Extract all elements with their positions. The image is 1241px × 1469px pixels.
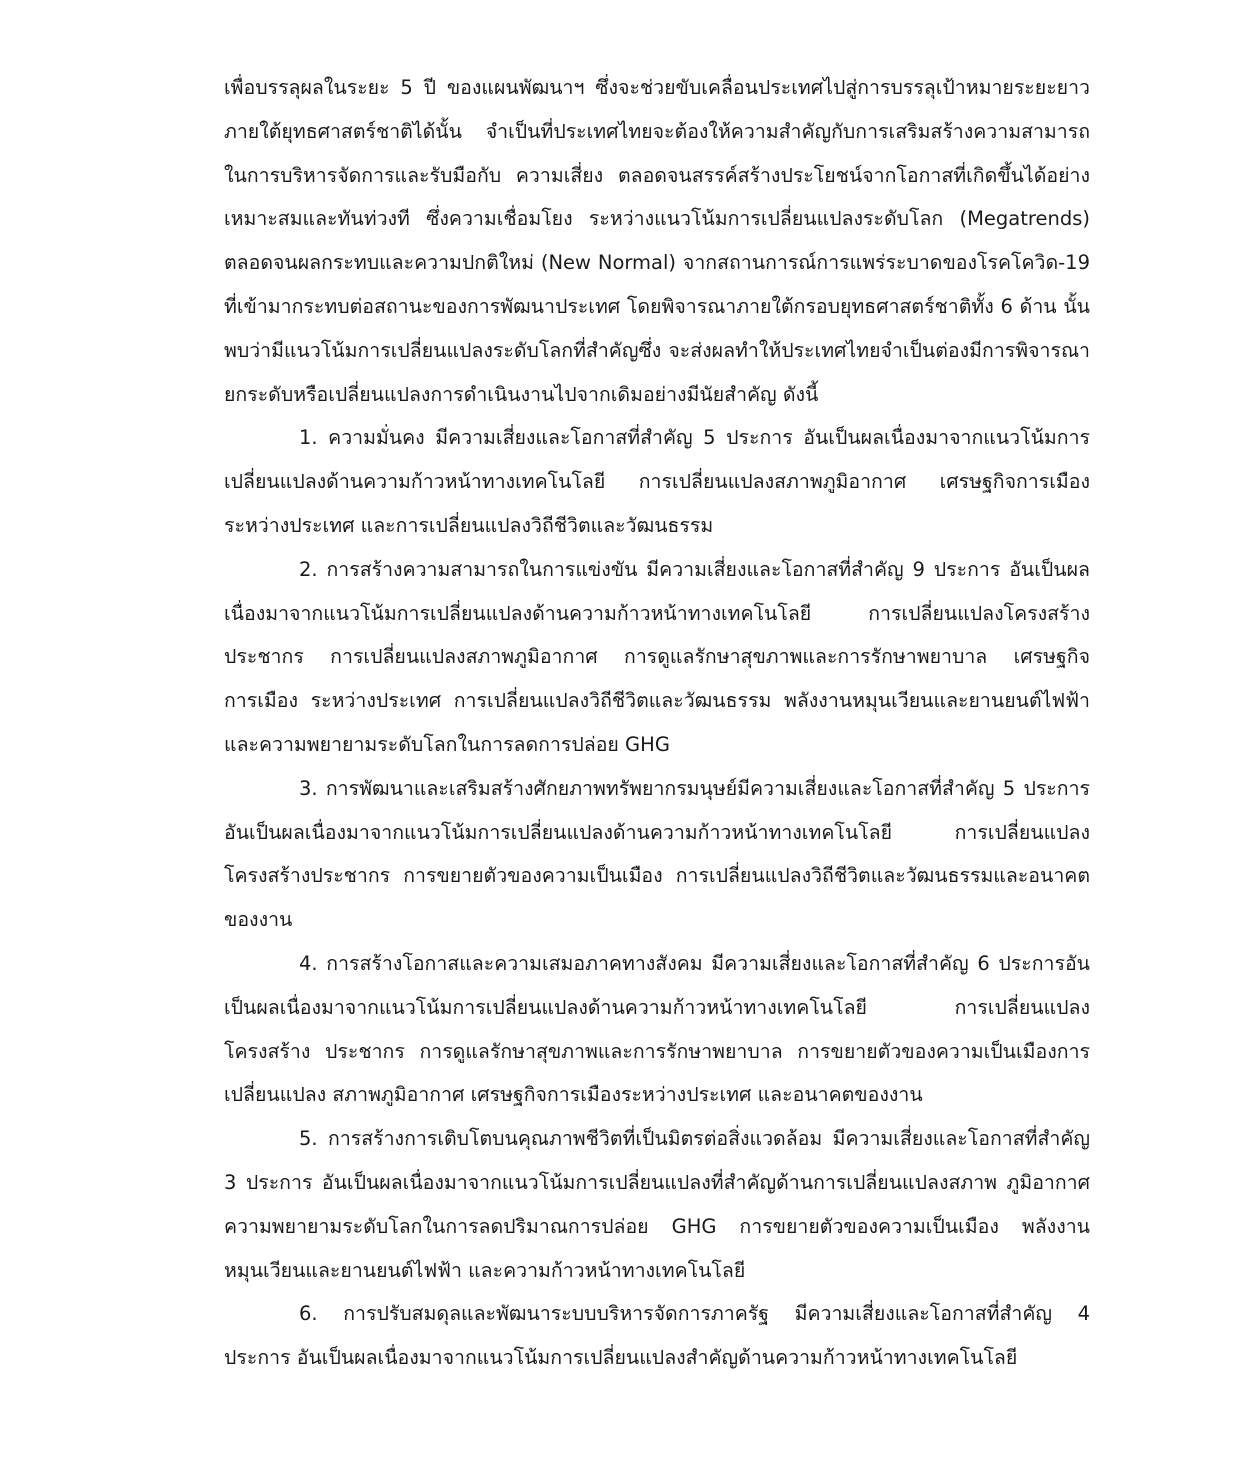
document-body bbox=[224, 66, 1090, 1380]
item-paragraph-1: 1. ความมั่นคง มีความเสี่ยงและโอกาสที่สำคัญ 5 ประการ อันเป็นผลเนื่องมาจากแนวโน้มการ เปลี่ยนแปลงด้านความก้าวหน้าทางเทคโนโลยี การเปลี่ยนแปลงสภาพภูมิอากาศ เศรษฐกิจการเมืองระหว่างประเทศ และการเปลี่ยนแปลงวิถีชีวิตและวัฒนธรรม bbox=[224, 426, 1090, 537]
item-paragraph-4: 4. การสร้างโอกาสและความเสมอภาคทางสังคม มีความเสี่ยงและโอกาสที่สำคัญ 6 ประการอันเป็นผลเนื่องมาจากแนวโน้มการเปลี่ยนแปลงด้านความก้าวหน้าทางเทคโนโลยี การเปลี่ยนแปลงโครงสร้าง ประชากร การดูแลรักษาสุขภาพและการรักษาพยาบาล การขยายตัวของความเป็นเมืองการเปลี่ยนแปลง สภาพภูมิอากาศ เศรษฐกิจการเมืองระหว่างประเทศ และอนาคตของงาน bbox=[224, 951, 1090, 1107]
item-paragraph-6: 6. การปรับสมดุลและพัฒนาระบบบริหารจัดการภาครัฐ มีความเสี่ยงและโอกาสที่สำคัญ 4 ประการ อันเป็นผลเนื่องมาจากแนวโน้มการเปลี่ยนแปลงสำคัญด้านความก้าวหน้าทางเทคโนโลยี bbox=[224, 1302, 1090, 1370]
intro-paragraph: เพื่อบรรลุผลในระยะ 5 ปี ของแผนพัฒนาฯ ซึ่งจะช่วยขับเคลื่อนประเทศไปสู่การบรรลุเป้าหมายระยะยาวภายใต้ยุทธศาสตร์ชาติได้นั้น จำเป็นที่ประเทศไทยจะต้องให้ความสำคัญกับการเสริมสร้างความสามารถในการบริหารจัดการและรับมือกับ ความเสี่ยง ตลอดจนสรรค์สร้างประโยชน์จากโอกาสที่เกิดขึ้นได้อย่างเหมาะสมและทันท่วงที ซึ่งความเชื่อมโยง ระหว่างแนวโน้มการเปลี่ยนแปลงระดับโลก (Megatrends) ตลอดจนผลกระทบและความปกติใหม่ (New Normal) จากสถานการณ์การแพร่ระบาดของโรคโควิด-19 ที่เข้ามากระทบต่อสถานะของการพัฒนาประเทศ โดยพิจารณาภายใต้กรอบยุทธศาสตร์ชาติทั้ง 6 ด้าน นั้น พบว่ามีแนวโน้มการเปลี่ยนแปลงระดับโลกที่สำคัญซึ่ง จะส่งผลทำให้ประเทศไทยจำเป็นต่องมีการพิจารณายกระดับหรือเปลี่ยนแปลงการดำเนินงานไปจากเดิมอย่างมีนัยสำคัญ ดังนี้ bbox=[224, 76, 1090, 406]
item-paragraph-2: 2. การสร้างความสามารถในการแข่งขัน มีความเสี่ยงและโอกาสที่สำคัญ 9 ประการ อันเป็นผลเนื่องมาจากแนวโน้มการเปลี่ยนแปลงด้านความก้าวหน้าทางเทคโนโลยี การเปลี่ยนแปลงโครงสร้างประชากร การเปลี่ยนแปลงสภาพภูมิอากาศ การดูแลรักษาสุขภาพและการรักษาพยาบาล เศรษฐกิจการเมือง ระหว่างประเทศ การเปลี่ยนแปลงวิถีชีวิตและวัฒนธรรม พลังงานหมุนเวียนและยานยนต์ไฟฟ้า และความพยายามระดับโลกในการลดการปล่อย GHG bbox=[224, 557, 1090, 756]
item-paragraph-3: 3. การพัฒนาและเสริมสร้างศักยภาพทรัพยากรมนุษย์มีความเสี่ยงและโอกาสที่สำคัญ 5 ประการ อันเป็นผลเนื่องมาจากแนวโน้มการเปลี่ยนแปลงด้านความก้าวหน้าทางเทคโนโลยี การเปลี่ยนแปลง โครงสร้างประชากร การขยายตัวของความเป็นเมือง การเปลี่ยนแปลงวิถีชีวิตและวัฒนธรรมและอนาคตของงาน bbox=[224, 776, 1090, 932]
item-paragraph-5: 5. การสร้างการเติบโตบนคุณภาพชีวิตที่เป็นมิตรต่อสิ่งแวดล้อม มีความเสี่ยงและโอกาสที่สำคัญ 3 ประการ อันเป็นผลเนื่องมาจากแนวโน้มการเปลี่ยนแปลงที่สำคัญด้านการเปลี่ยนแปลงสภาพ ภูมิอากาศ ความพยายามระดับโลกในการลดปริมาณการปล่อย GHG การขยายตัวของความเป็นเมือง พลังงาน หมุนเวียนและยานยนต์ไฟฟ้า และความก้าวหน้าทางเทคโนโลยี bbox=[224, 1127, 1090, 1282]
